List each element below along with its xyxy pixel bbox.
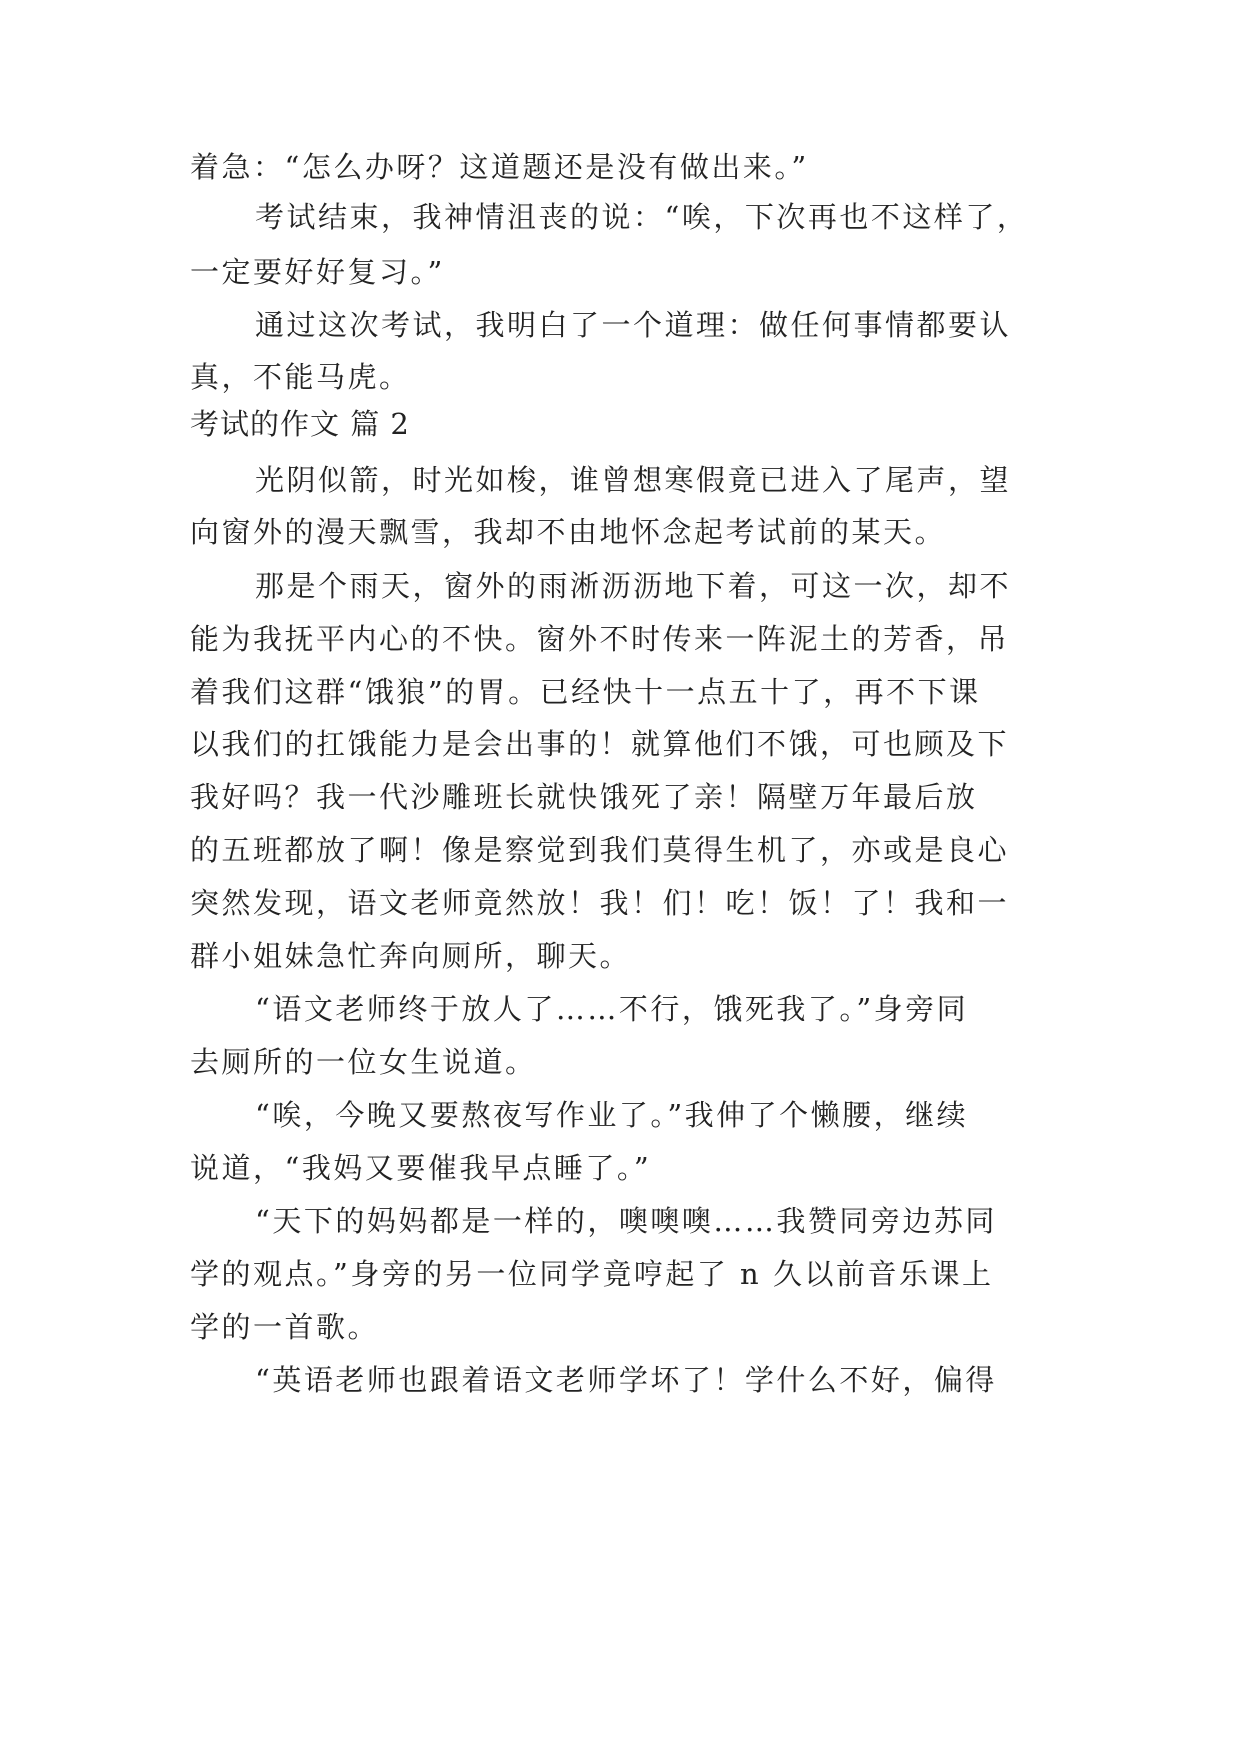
text-line: 去厕所的一位女生说道。 xyxy=(190,1045,537,1079)
text-line: 的五班都放了啊！像是察觉到我们莫得生机了，亦或是良心 xyxy=(190,833,1010,867)
paragraph-line: 通过这次考试，我明白了一个道理：做任何事情都要认 xyxy=(255,308,1012,342)
text-line: 我好吗？我一代沙雕班长就快饿死了亲！隔壁万年最后放 xyxy=(190,780,978,814)
text-line: 真，不能马虎。 xyxy=(190,360,411,394)
text-line: 向窗外的漫天飘雪，我却不由地怀念起考试前的某天。 xyxy=(190,515,947,549)
paragraph-line: “语文老师终于放人了……不行，饿死我了。”身旁同 xyxy=(255,992,969,1026)
text-line: 一定要好好复习。” xyxy=(190,255,445,289)
text-line: 着急：“怎么办呀？这道题还是没有做出来。” xyxy=(190,150,809,184)
text-line: 群小姐妹急忙奔向厕所，聊天。 xyxy=(190,939,632,973)
text-line: 能为我抚平内心的不快。窗外不时传来一阵泥土的芳香，吊 xyxy=(190,622,1010,656)
text-line: 着我们这群“饿狼”的胃。已经快十一点五十了，再不下课 xyxy=(190,675,981,709)
text-line: 学的观点。”身旁的另一位同学竟哼起了 n 久以前音乐课上 xyxy=(190,1257,994,1291)
paragraph-line: “唉，今晚又要熬夜写作业了。”我伸了个懒腰，继续 xyxy=(255,1098,969,1132)
section-heading: 考试的作文 篇 2 xyxy=(190,407,410,441)
text-line: 突然发现，语文老师竟然放！我！们！吃！饭！了！我和一 xyxy=(190,886,1010,920)
paragraph-line: 那是个雨天，窗外的雨淅沥沥地下着，可这一次，却不 xyxy=(255,569,1012,603)
paragraph-line: “天下的妈妈都是一样的，噢噢噢……我赞同旁边苏同 xyxy=(255,1204,997,1238)
text-line: 说道，“我妈又要催我早点睡了。” xyxy=(190,1151,652,1185)
paragraph-line: “英语老师也跟着语文老师学坏了！学什么不好，偏得 xyxy=(255,1363,997,1397)
paragraph-line: 光阴似箭，时光如梭，谁曾想寒假竟已进入了尾声，望 xyxy=(255,463,1012,497)
text-line: 学的一首歌。 xyxy=(190,1310,380,1344)
paragraph-line: 考试结束，我神情沮丧的说：“唉，下次再也不这样了， xyxy=(255,200,1029,234)
text-line: 以我们的扛饿能力是会出事的！就算他们不饿，可也顾及下 xyxy=(190,727,1010,761)
